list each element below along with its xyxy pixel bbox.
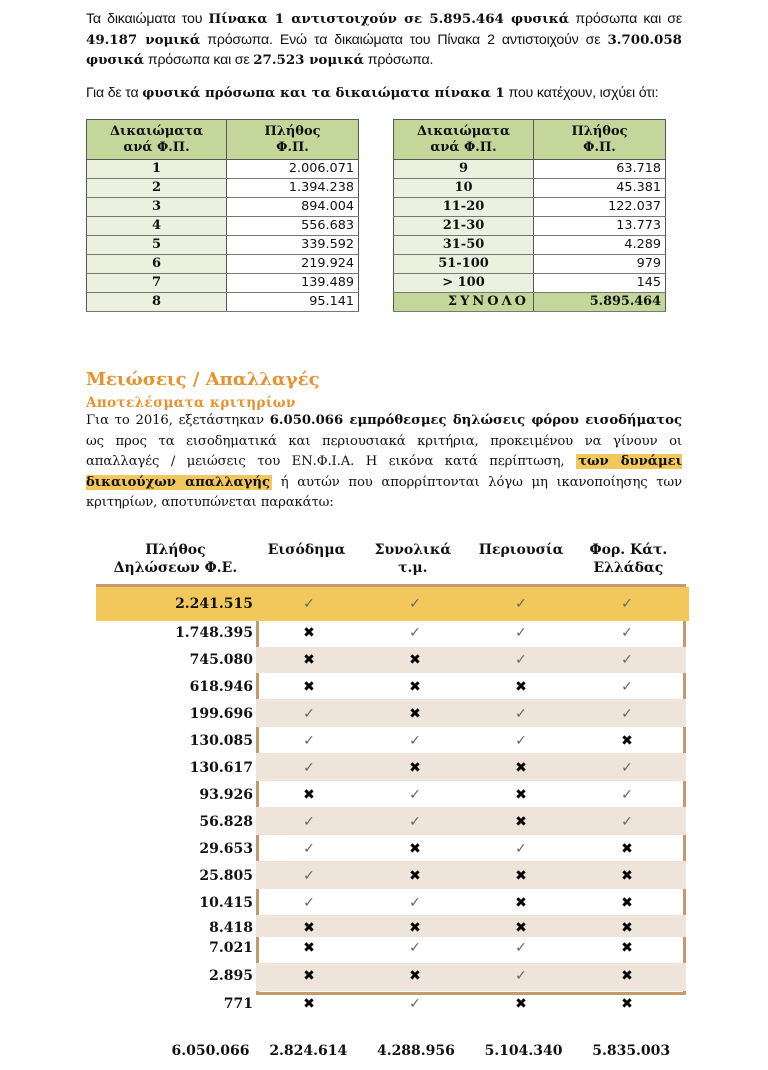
- check-icon: ✓: [621, 787, 633, 803]
- table-row: [394, 160, 666, 179]
- header-line: Περιουσία: [478, 542, 564, 558]
- check-icon: ✓: [515, 733, 527, 749]
- check-icon: ✓: [303, 841, 315, 857]
- check-icon: ✓: [621, 652, 633, 668]
- rights-cell: 51-100: [394, 255, 534, 274]
- count-cell: 339.592: [227, 236, 359, 255]
- total-label: ΣΥΝΟΛΟ: [394, 293, 534, 312]
- table-row: [87, 217, 359, 236]
- cross-icon: ✖: [409, 868, 421, 884]
- cross-icon: ✖: [515, 760, 527, 776]
- col-header-area: [358, 541, 467, 585]
- bold-text: Πίνακα 1 αντιστοιχούν σε 5.895.464 φυσικά: [208, 11, 570, 27]
- cross-icon: ✖: [409, 841, 421, 857]
- section-heading: Μειώσεις / Απαλλαγές: [86, 369, 320, 390]
- text: πρόσωπα. Ενώ τα δικαιώματα του Πίνακα 2 αντιστοιχούν σε: [200, 31, 608, 48]
- rights-cell: 21-30: [394, 217, 534, 236]
- cross-icon: ✖: [409, 706, 421, 722]
- text: Για το 2016, εξετάστηκαν: [86, 413, 270, 428]
- check-icon: ✓: [515, 652, 527, 668]
- text: Για δε τα: [86, 85, 143, 101]
- check-icon: ✓: [515, 940, 527, 956]
- count-cell: 894.004: [227, 198, 359, 217]
- cross-icon: ✖: [409, 760, 421, 776]
- col-header-rights: [87, 120, 227, 160]
- count-cell: 130.617: [189, 760, 253, 776]
- check-icon: ✓: [515, 841, 527, 857]
- header-line: Φ.Π.: [276, 140, 309, 155]
- count-cell: 145: [534, 274, 666, 293]
- header-line: Φ.Π.: [583, 140, 616, 155]
- count-cell: 130.085: [189, 733, 253, 749]
- count-cell: 93.926: [199, 787, 253, 803]
- count-cell: 2.241.515: [175, 596, 253, 612]
- total-property: 5.104.340: [484, 1043, 563, 1059]
- header-line: Δικαιώματα: [416, 124, 511, 139]
- header-line: Συνολικά: [374, 542, 452, 558]
- check-icon: ✓: [303, 706, 315, 722]
- header-line: ανά Φ.Π.: [123, 140, 190, 155]
- check-icon: ✓: [409, 787, 421, 803]
- total-resident: 5.835.003: [592, 1043, 671, 1059]
- rights-cell: 7: [87, 274, 227, 293]
- text: πρόσωπα και σε: [569, 11, 682, 27]
- cross-icon: ✖: [409, 679, 421, 695]
- cross-icon: ✖: [515, 868, 527, 884]
- rights-cell: > 100: [394, 274, 534, 293]
- cross-icon: ✖: [621, 895, 633, 911]
- count-cell: 4.289: [534, 236, 666, 255]
- total-value: 5.895.464: [534, 293, 666, 312]
- count-cell: 556.683: [227, 217, 359, 236]
- check-icon: ✓: [515, 706, 527, 722]
- table-row: [394, 179, 666, 198]
- count-cell: 122.037: [534, 198, 666, 217]
- cross-icon: ✖: [621, 868, 633, 884]
- check-icon: ✓: [303, 760, 315, 776]
- count-cell: 979: [534, 255, 666, 274]
- check-icon: ✓: [621, 679, 633, 695]
- count-cell: 2.895: [209, 968, 253, 984]
- count-cell: 29.653: [199, 841, 253, 857]
- check-icon: ✓: [621, 814, 633, 830]
- check-icon: ✓: [409, 940, 421, 956]
- cross-icon: ✖: [409, 920, 421, 936]
- rights-cell: 2: [87, 179, 227, 198]
- rights-cell: 1: [87, 160, 227, 179]
- cross-icon: ✖: [515, 996, 527, 1012]
- header-line: Δικαιώματα: [109, 124, 204, 139]
- text: πρόσωπα.: [363, 52, 434, 68]
- cross-icon: ✖: [515, 920, 527, 936]
- col-header-count: [227, 120, 359, 160]
- criteria-totals-row: [96, 1043, 686, 1059]
- col-header-resident: [575, 541, 682, 585]
- col-header-rights: [394, 120, 534, 160]
- check-icon: ✓: [409, 625, 421, 641]
- rights-cell: 31-50: [394, 236, 534, 255]
- rights-cell: 10: [394, 179, 534, 198]
- table-row: [394, 255, 666, 274]
- header-line: Πλήθος: [145, 542, 206, 558]
- text: Τα δικαιώματα του: [86, 11, 209, 27]
- count-cell: 1.748.395: [175, 625, 253, 641]
- table-row: [87, 198, 359, 217]
- check-icon: ✓: [621, 706, 633, 722]
- check-icon: ✓: [303, 814, 315, 830]
- check-icon: ✓: [409, 996, 421, 1012]
- check-icon: ✓: [303, 733, 315, 749]
- rights-cell: 4: [87, 217, 227, 236]
- criteria-table: [96, 541, 682, 1012]
- cross-icon: ✖: [621, 968, 633, 984]
- cross-icon: ✖: [303, 968, 315, 984]
- total-area: 4.288.956: [376, 1043, 455, 1059]
- check-icon: ✓: [621, 760, 633, 776]
- bold-text: 49.187 νομικά: [86, 31, 201, 48]
- count-cell: 63.718: [534, 160, 666, 179]
- rights-table-left: [86, 119, 359, 312]
- cross-icon: ✖: [303, 920, 315, 936]
- check-icon: ✓: [409, 733, 421, 749]
- table-header-row: [87, 120, 359, 160]
- criteria-table-header: [96, 541, 682, 585]
- rights-cell: 5: [87, 236, 227, 255]
- intro-lead-paragraph: [86, 83, 682, 104]
- table-row: [394, 236, 666, 255]
- header-line: Δηλώσεων Φ.Ε.: [113, 560, 238, 576]
- table-row: [394, 217, 666, 236]
- count-cell: 745.080: [189, 652, 253, 668]
- col-header-property: [467, 541, 574, 585]
- rights-table-right: [393, 119, 666, 312]
- col-header-count: [534, 120, 666, 160]
- cross-icon: ✖: [515, 679, 527, 695]
- total-row: [394, 293, 666, 312]
- cross-icon: ✖: [621, 996, 633, 1012]
- bold-text: 3.700.058 φυσικά: [86, 31, 682, 68]
- header-line: Φορ. Κάτ.: [589, 542, 668, 558]
- check-icon: ✓: [515, 968, 527, 984]
- header-line: Πλήθος: [571, 124, 628, 139]
- check-icon: ✓: [303, 868, 315, 884]
- count-cell: 2.006.071: [227, 160, 359, 179]
- check-icon: ✓: [621, 625, 633, 641]
- table-row: [394, 198, 666, 217]
- text: ή αυτών που απορρίπτονται λόγω μη ικανοποίησης των κριτηρίων, αποτυπώνεται παρακάτω:: [86, 474, 682, 510]
- text: που κατέχουν, ισχύει ότι:: [504, 85, 659, 101]
- text: πρόσωπα και σε: [144, 52, 254, 68]
- rights-cell: 8: [87, 293, 227, 312]
- count-cell: 10.415: [199, 895, 253, 911]
- header-line: Πλήθος: [264, 124, 321, 139]
- section-subheading: Αποτελέσματα κριτηρίων: [86, 395, 296, 411]
- table-header-row: [394, 120, 666, 160]
- count-cell: 45.381: [534, 179, 666, 198]
- rights-cell: 6: [87, 255, 227, 274]
- cross-icon: ✖: [621, 920, 633, 936]
- cross-icon: ✖: [303, 787, 315, 803]
- cross-icon: ✖: [621, 841, 633, 857]
- cross-icon: ✖: [303, 940, 315, 956]
- cross-icon: ✖: [409, 652, 421, 668]
- cross-icon: ✖: [515, 895, 527, 911]
- cross-icon: ✖: [515, 814, 527, 830]
- table-row: [87, 160, 359, 179]
- cross-icon: ✖: [303, 652, 315, 668]
- count-cell: 219.924: [227, 255, 359, 274]
- cross-icon: ✖: [409, 968, 421, 984]
- cross-icon: ✖: [303, 679, 315, 695]
- count-cell: 1.394.238: [227, 179, 359, 198]
- count-cell: 199.696: [189, 706, 253, 722]
- count-cell: 13.773: [534, 217, 666, 236]
- intro-paragraph: [86, 9, 682, 71]
- check-icon: ✓: [409, 895, 421, 911]
- section-paragraph: [86, 411, 682, 514]
- cross-icon: ✖: [303, 996, 315, 1012]
- bold-text: 27.523 νομικά: [253, 52, 364, 68]
- count-cell: 56.828: [199, 814, 253, 830]
- check-icon: ✓: [409, 596, 421, 612]
- bold-text: 6.050.066 εμπρόθεσμες δηλώσεις φόρου εισοδήματος: [269, 413, 682, 428]
- count-cell: 7.021: [209, 940, 253, 956]
- check-icon: ✓: [621, 596, 633, 612]
- total-count: 6.050.066: [171, 1043, 250, 1059]
- header-line: Εισόδημα: [267, 542, 346, 558]
- table-row: [87, 255, 359, 274]
- highlighted-text: των δυνάμει δικαιούχων απαλλαγής: [86, 454, 682, 490]
- rights-cell: 11-20: [394, 198, 534, 217]
- cross-icon: ✖: [621, 940, 633, 956]
- col-header-income: [255, 541, 358, 585]
- table-row: [87, 179, 359, 198]
- table-row: [87, 293, 359, 312]
- cross-icon: ✖: [515, 787, 527, 803]
- rights-cell: 3: [87, 198, 227, 217]
- header-line: ανά Φ.Π.: [430, 140, 497, 155]
- count-cell: 25.805: [199, 868, 253, 884]
- table-row: [87, 274, 359, 293]
- total-income: 2.824.614: [269, 1043, 348, 1059]
- count-cell: 771: [223, 996, 253, 1012]
- bold-text: φυσικά πρόσωπα και τα δικαιώματα πίνακα 1: [142, 85, 505, 101]
- count-cell: 139.489: [227, 274, 359, 293]
- check-icon: ✓: [515, 596, 527, 612]
- header-line: τ.μ.: [398, 560, 428, 576]
- criteria-table-body: [175, 587, 686, 1012]
- table-row: [87, 236, 359, 255]
- count-cell: 95.141: [227, 293, 359, 312]
- text: ως προς τα εισοδηματικά και περιουσιακά κριτήρια, προκειμένου να γίνουν οι απαλλαγές / μειώσεις του ΕΝ.Φ.Ι.Α. Η εικόνα κατά περίπτωση,: [86, 433, 682, 469]
- table-row: [394, 274, 666, 293]
- rights-cell: 9: [394, 160, 534, 179]
- cross-icon: ✖: [303, 625, 315, 641]
- count-cell: 618.946: [189, 679, 253, 695]
- check-icon: ✓: [515, 625, 527, 641]
- header-line: Ελλάδας: [593, 560, 664, 576]
- col-header-count: [96, 541, 255, 585]
- check-icon: ✓: [303, 895, 315, 911]
- count-cell: 8.418: [209, 920, 253, 936]
- check-icon: ✓: [303, 596, 315, 612]
- cross-icon: ✖: [621, 733, 633, 749]
- check-icon: ✓: [409, 814, 421, 830]
